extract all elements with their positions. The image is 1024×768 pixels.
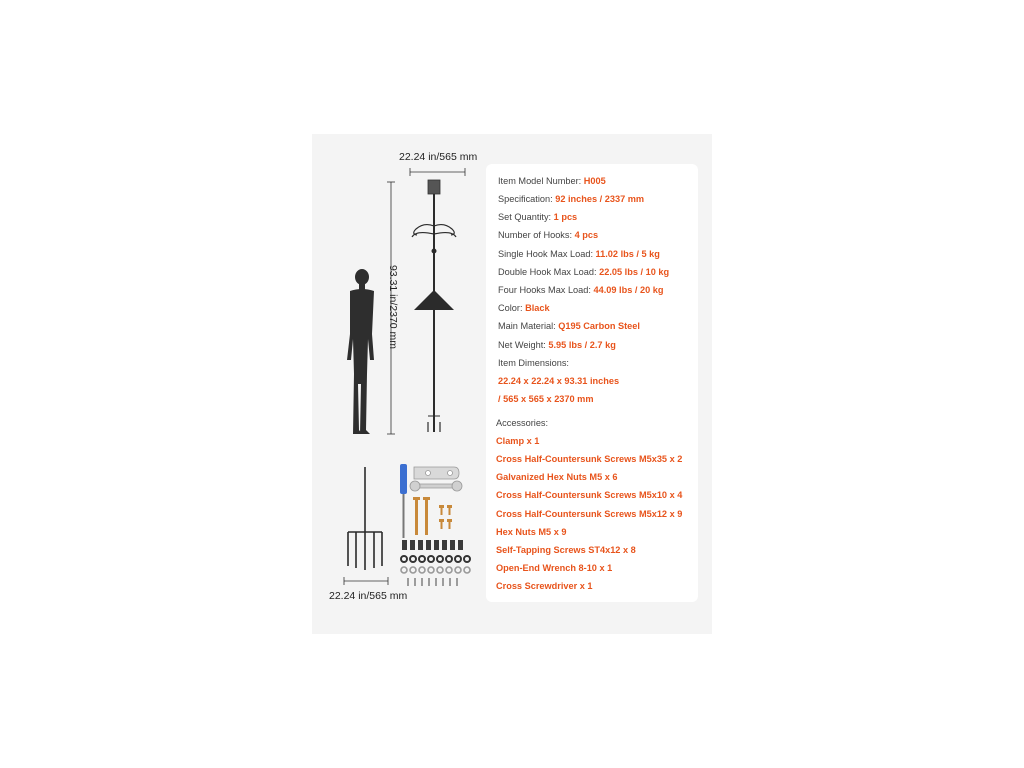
clamp-icon (414, 467, 459, 479)
spec-main-material: Main Material: Q195 Carbon Steel (498, 321, 640, 331)
accessory-item: Cross Half-Countersunk Screws M5x10 x 4 (496, 490, 683, 500)
accessory-item: Hex Nuts M5 x 9 (496, 527, 567, 537)
spec-item-dimensions-line2: / 565 x 565 x 2370 mm (498, 394, 594, 404)
hex-nuts-icon (401, 556, 470, 562)
accessory-item: Open-End Wrench 8-10 x 1 (496, 563, 613, 573)
top-width-dimension-line (410, 168, 465, 176)
ground-stake-detail (348, 467, 382, 570)
spec-double-hook-load: Double Hook Max Load: 22.05 lbs / 10 kg (498, 267, 670, 277)
spec-color: Color: Black (498, 303, 550, 313)
spec-model-number: Item Model Number: H005 (498, 176, 606, 186)
accessory-item: Cross Screwdriver x 1 (496, 581, 593, 591)
top-width-label: 22.24 in/565 mm (399, 151, 478, 163)
spec-item-dimensions-label: Item Dimensions: (498, 358, 569, 368)
accessory-item: Cross Half-Countersunk Screws M5x12 x 9 (496, 509, 683, 519)
product-spec-card (312, 134, 712, 634)
spec-specification: Specification: 92 inches / 2337 mm (498, 194, 645, 204)
spec-set-quantity: Set Quantity: 1 pcs (498, 212, 578, 222)
accessory-item: Galvanized Hex Nuts M5 x 6 (496, 472, 618, 482)
bottom-width-dimension-line (344, 577, 388, 585)
specifications-panel (486, 164, 698, 602)
long-screws-icon (413, 497, 430, 535)
human-silhouette (347, 269, 374, 434)
spec-net-weight: Net Weight: 5.95 lbs / 2.7 kg (498, 340, 616, 350)
screwdriver-icon (400, 464, 407, 538)
height-label: 93.31 in/2370 mm (387, 264, 400, 350)
wrench-icon (410, 481, 462, 491)
spec-item-dimensions-line1: 22.24 x 22.24 x 93.31 inches (498, 376, 620, 386)
galvanized-nuts-icon (401, 567, 470, 573)
accessory-item: Cross Half-Countersunk Screws M5x35 x 2 (496, 454, 683, 464)
bottom-width-label: 22.24 in/565 mm (329, 590, 408, 602)
spec-single-hook-load: Single Hook Max Load: 11.02 lbs / 5 kg (498, 249, 660, 259)
short-screws-icon (439, 505, 452, 529)
spec-number-of-hooks: Number of Hooks: 4 pcs (498, 230, 599, 240)
self-tapping-screws-icon (408, 578, 457, 586)
accessories-heading: Accessories: (496, 418, 549, 428)
accessory-item: Clamp x 1 (496, 436, 540, 446)
accessory-item: Self-Tapping Screws ST4x12 x 8 (496, 545, 636, 555)
spec-four-hooks-load: Four Hooks Max Load: 44.09 lbs / 20 kg (498, 285, 664, 295)
baffle-cone (414, 290, 454, 310)
black-screws-icon (402, 540, 463, 550)
